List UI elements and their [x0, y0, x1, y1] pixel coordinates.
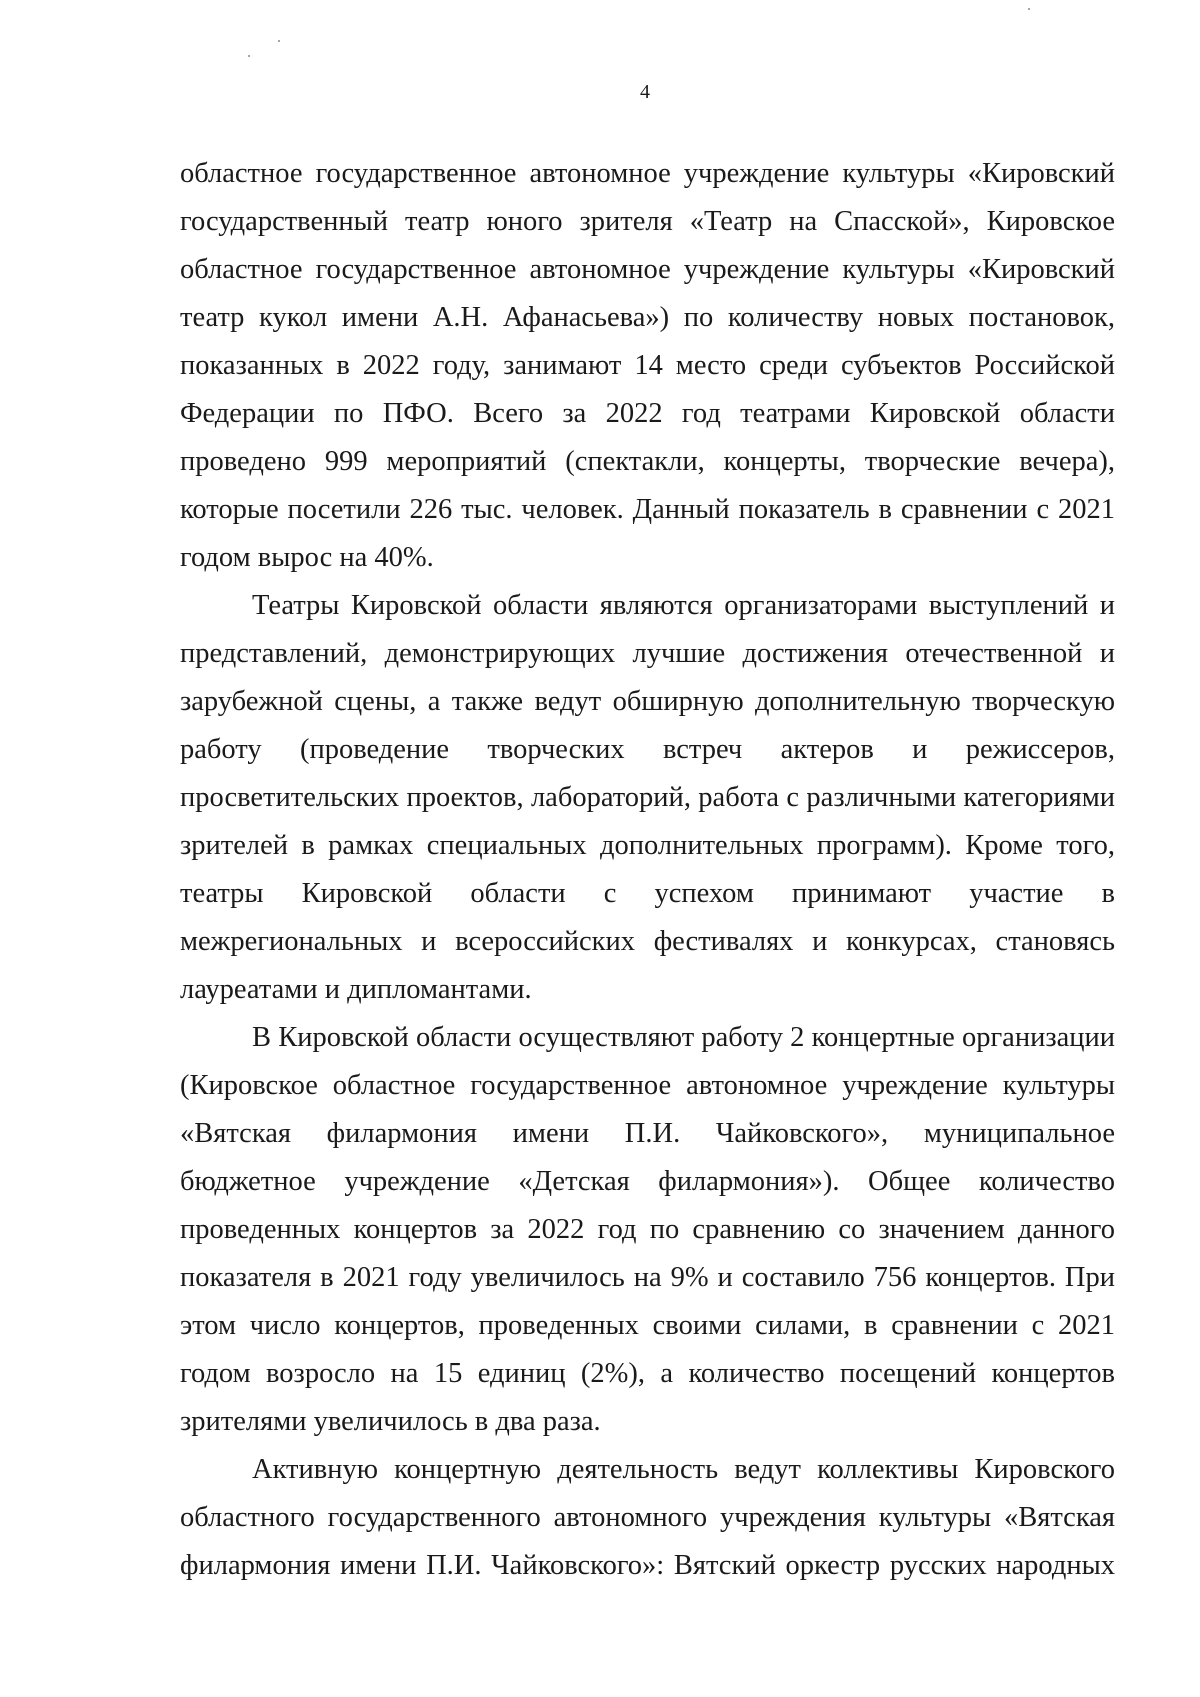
scan-speck	[1028, 8, 1030, 10]
body-text	[180, 150, 1115, 1590]
paragraph-theatres: Театры Кировской области являются организаторами выступлений и представлений, демонстрирующих лучшие достижения отечественной и зарубежной сцены, а также ведут обширную дополнительную творческую работу (проведение творческих встреч актеров и режиссеров, просветительских проектов, лабораторий, работа с различными категориями зрителей в рамках специальных дополнительных программ). Кроме того, театры Кировской области с успехом принимают участие в межрегиональных и всероссийских фестивалях и конкурсах, становясь лауреатами и дипломантами.	[180, 590, 1115, 1005]
page-number: 4	[640, 81, 650, 103]
paragraph-concert-organizations: В Кировской области осуществляют работу 2 концертные организации (Кировское областное государственное автономное учреждение культуры «Вятская филармония имени П.И. Чайковского», муниципальное бюджетное учреждение «Детская филармония»). Общее количество проведенных концертов за 2022 год по сравнению со значением данного показателя в 2021 году увеличилось на 9% и составило 756 концертов. При этом число концертов, проведенных своими силами, в сравнении с 2021 годом возросло на 15 единиц (2%), а количество посещений концертов зрителями увеличилось в два раза.	[180, 1022, 1115, 1437]
scan-speck	[278, 40, 280, 42]
paragraph-continuation: областное государственное автономное учреждение культуры «Кировский государственный театр юного зрителя «Театр на Спасской», Кировское областное государственное автономное учреждение культуры «Кировский театр кукол имени А.Н. Афанасьева») по количеству новых постановок, показанных в 2022 году, занимают 14 место среди субъектов Российской Федерации по ПФО. Всего за 2022 год театрами Кировской области проведено 999 мероприятий (спектакли, концерты, творческие вечера), которые посетили 226 тыс. человек. Данный показатель в сравнении с 2021 годом вырос на 40%.	[180, 158, 1115, 573]
paragraph-philharmonic-collectives: Активную концертную деятельность ведут коллективы Кировского областного государственного автономного учреждения культуры «Вятская филармония имени П.И. Чайковского»: Вятский оркестр русских народных	[180, 1454, 1115, 1581]
scan-speck	[248, 55, 250, 57]
